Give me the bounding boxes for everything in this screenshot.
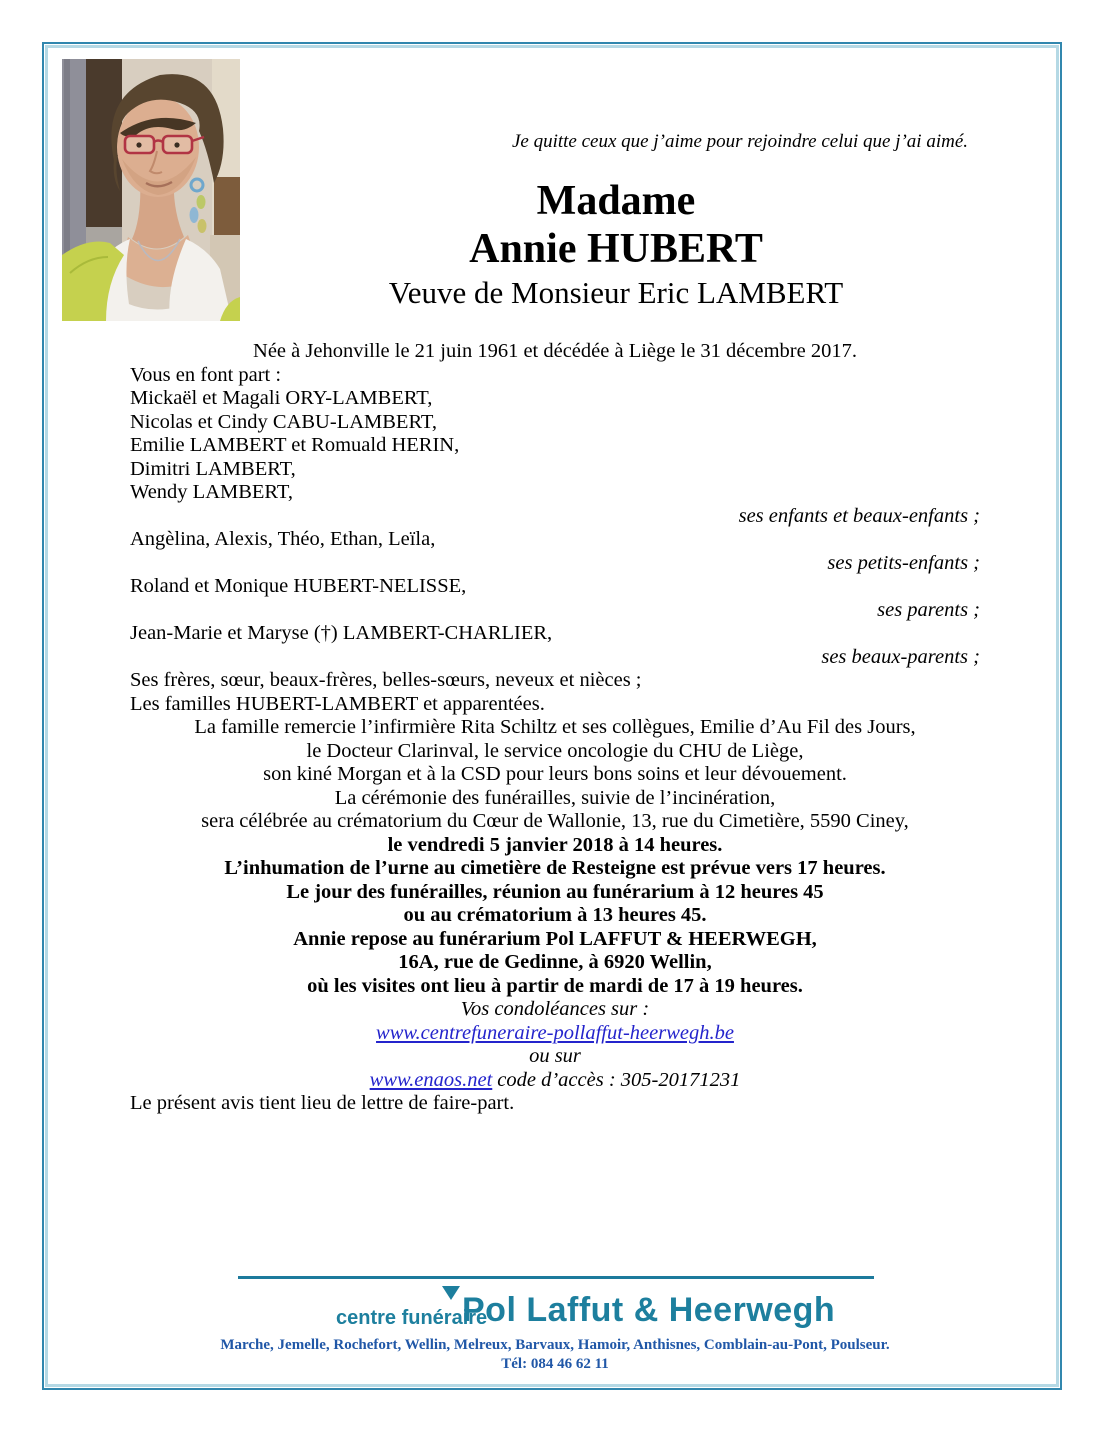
repose-line: Annie repose au funérarium Pol LAFFUT & HEERWEGH,: [293, 927, 817, 950]
closing-line: Le présent avis tient lieu de lettre de faire-part.: [130, 1092, 515, 1114]
relation-label: ses beaux-parents ;: [821, 645, 980, 668]
relation-label: ses petits-enfants ;: [827, 551, 980, 574]
funeral-home-phone: Tél: 084 46 62 11: [501, 1356, 609, 1372]
family-name-line: Dimitri LAMBERT,: [130, 457, 296, 480]
thanks-line: le Docteur Clarinval, le service oncologie du CHU de Liège,: [306, 739, 804, 762]
condolences-link-1[interactable]: www.centrefuneraire-pollaffut-heerwegh.be: [376, 1021, 734, 1044]
ceremony-date-line: le vendredi 5 janvier 2018 à 14 heures.: [387, 833, 723, 856]
relation-label: ses enfants et beaux-enfants ;: [738, 504, 980, 527]
deceased-name: Annie HUBERT: [469, 226, 763, 272]
reunion-line: ou au crématorium à 13 heures 45.: [403, 904, 707, 926]
funeral-home-brand-name: Pol Laffut & Heerwegh: [462, 1291, 836, 1329]
portrait-photo: [62, 59, 240, 321]
relation-label: ses parents ;: [877, 598, 980, 621]
condolences-link-line-2: [130, 1069, 980, 1093]
condolences-link-line: [130, 1022, 980, 1046]
condolences-between: ou sur: [529, 1045, 581, 1067]
condolences-intro: Vos condoléances sur :: [460, 998, 650, 1020]
family-name-line: Angèlina, Alexis, Théo, Ethan, Leïla,: [130, 528, 436, 550]
deceased-subtitle: Veuve de Monsieur Eric LAMBERT: [388, 275, 844, 310]
funeral-home-brand-prefix: centre funéraire: [336, 1307, 488, 1329]
deceased-heading: [252, 177, 980, 310]
family-name-line: Mickaël et Magali ORY-LAMBERT,: [130, 387, 433, 409]
family-name-line: Wendy LAMBERT,: [130, 481, 293, 503]
footer-divider-line: [238, 1276, 874, 1279]
inhumation-line: L’inhumation de l’urne au cimetière de Resteigne est prévue vers 17 heures.: [224, 857, 886, 879]
announcement-intro: Vous en font part :: [130, 363, 282, 386]
repose-line: où les visites ont lieu à partir de mardi de 17 à 19 heures.: [307, 974, 803, 997]
family-name-line: Jean-Marie et Maryse (†) LAMBERT-CHARLIER,: [130, 622, 553, 644]
thanks-line: La famille remercie l’infirmière Rita Schiltz et ses collègues, Emilie d’Au Fil des Jours,: [194, 716, 916, 738]
families-line: Les familles HUBERT-LAMBERT et apparentées.: [130, 692, 545, 715]
ceremony-line: La cérémonie des funérailles, suivie de l’incinération,: [334, 786, 776, 809]
deceased-title: Madame: [536, 178, 696, 224]
logo-triangle-icon: [442, 1286, 460, 1300]
epitaph-quote: Je quitte ceux que j’aime pour rejoindre celui que j’ai aimé.: [511, 131, 969, 152]
reunion-line: Le jour des funérailles, réunion au funérarium à 12 heures 45: [286, 880, 824, 903]
family-name-line: Nicolas et Cindy CABU-LAMBERT,: [130, 410, 438, 433]
family-name-line: Roland et Monique HUBERT-NELISSE,: [130, 575, 467, 597]
siblings-line: Ses frères, sœur, beaux-frères, belles-sœurs, neveux et nièces ;: [130, 669, 642, 691]
announcement-body: [130, 340, 980, 1116]
repose-line: 16A, rue de Gedinne, à 6920 Wellin,: [398, 951, 712, 973]
funeral-home-locations: Marche, Jemelle, Rochefort, Wellin, Melreux, Barvaux, Hamoir, Anthisnes, Comblain-au-Pont, Poulseur.: [220, 1337, 890, 1353]
condolences-link-2[interactable]: www.enaos.net: [369, 1068, 493, 1091]
birth-death-line: Née à Jehonville le 21 juin 1961 et décédée à Liège le 31 décembre 2017.: [253, 340, 857, 362]
ceremony-line: sera célébrée au crématorium du Cœur de Wallonie, 13, rue du Cimetière, 5590 Ciney,: [201, 810, 909, 832]
family-name-line: Emilie LAMBERT et Romuald HERIN,: [130, 434, 460, 456]
thanks-line: son kiné Morgan et à la CSD pour leurs bons soins et leur dévouement.: [263, 763, 847, 785]
access-code-text: code d’accès : 305-20171231: [497, 1068, 741, 1091]
